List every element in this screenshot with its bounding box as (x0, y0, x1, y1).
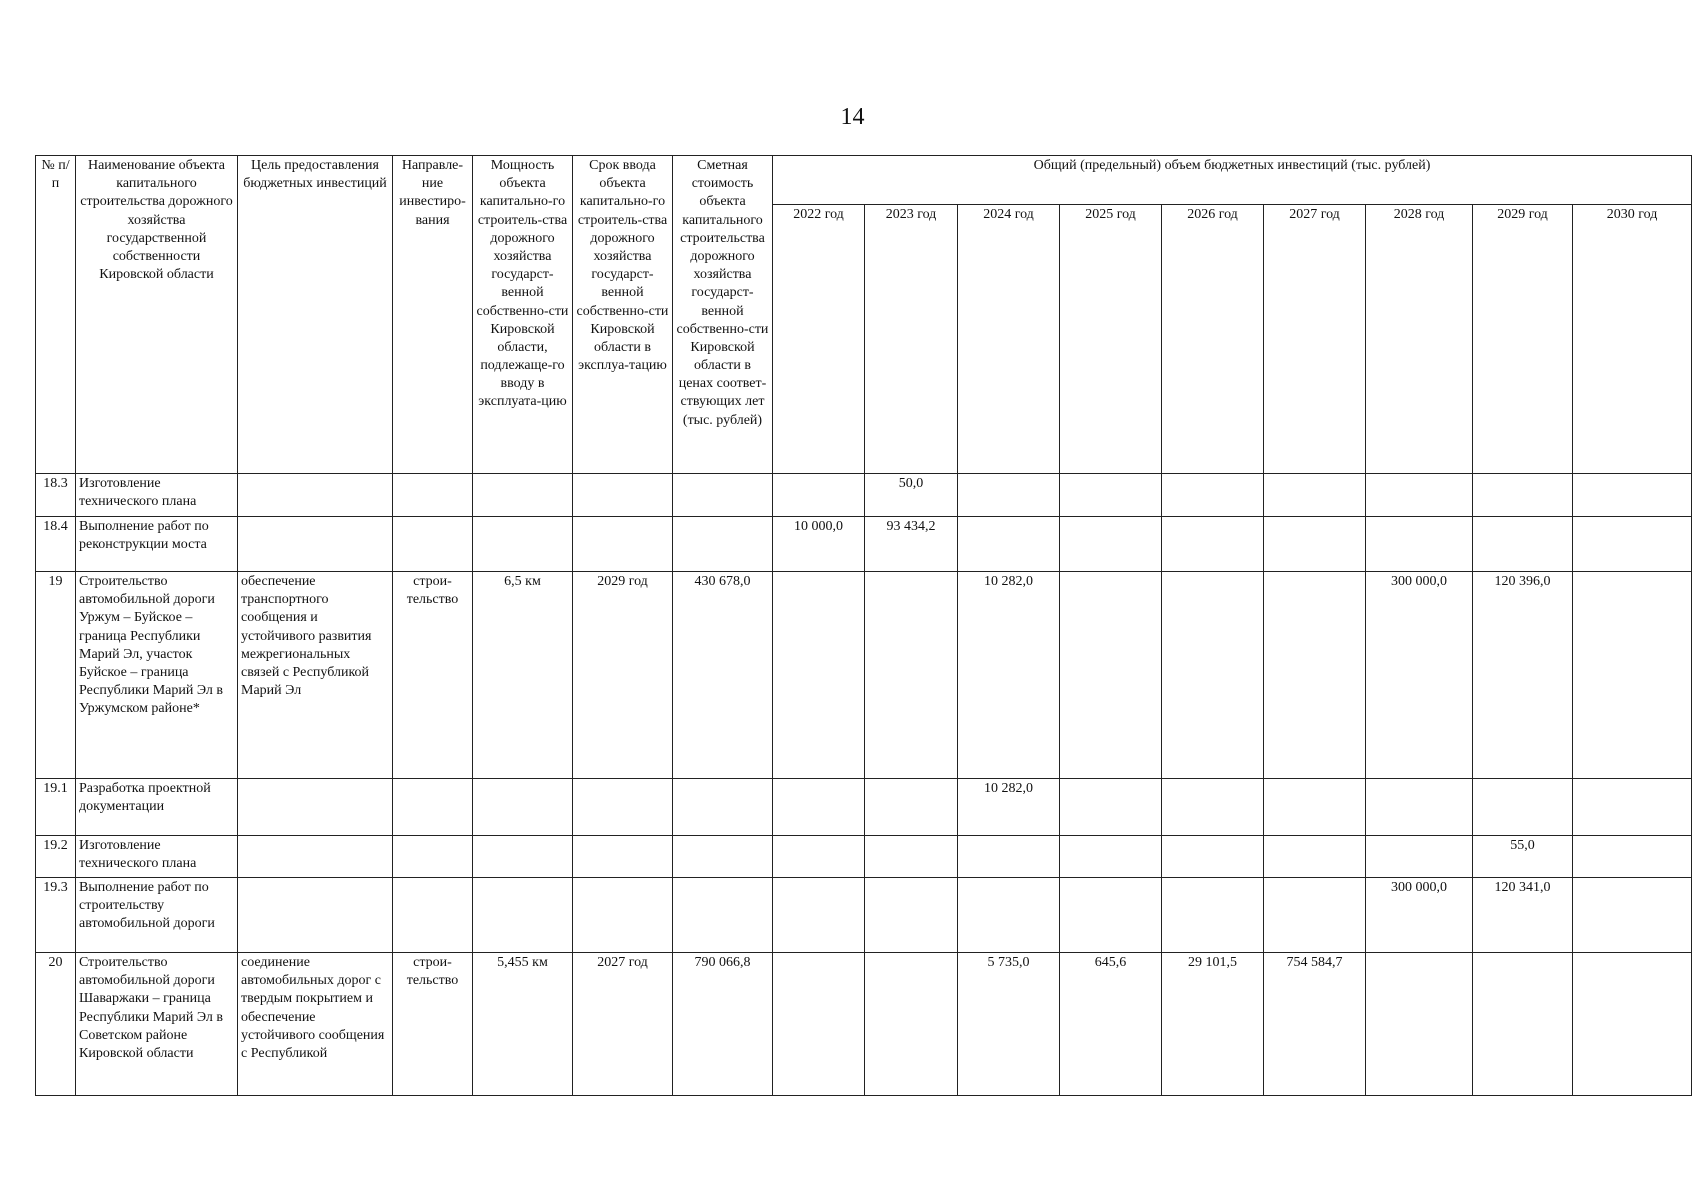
header-year-2027: 2027 год (1264, 205, 1366, 474)
header-year-2026: 2026 год (1162, 205, 1264, 474)
cell-2024 (958, 517, 1060, 572)
cell-2027 (1264, 878, 1366, 953)
cell-2028 (1366, 517, 1473, 572)
cell-2022: 10 000,0 (773, 517, 865, 572)
cell-2028 (1366, 779, 1473, 836)
row-num: 20 (36, 953, 76, 1096)
row-cost (673, 878, 773, 953)
cell-2025 (1060, 779, 1162, 836)
cell-2022 (773, 474, 865, 517)
header-year-2022: 2022 год (773, 205, 865, 474)
row-num: 19 (36, 572, 76, 779)
row-term (573, 836, 673, 878)
cell-2026 (1162, 878, 1264, 953)
cell-2030 (1573, 474, 1692, 517)
row-direction: строи-тельство (393, 953, 473, 1096)
row-term (573, 474, 673, 517)
row-num: 19.1 (36, 779, 76, 836)
row-term: 2029 год (573, 572, 673, 779)
cell-2022 (773, 836, 865, 878)
budget-investment-table (35, 155, 1692, 1096)
table-row (36, 953, 1692, 1096)
row-cost (673, 836, 773, 878)
row-goal (238, 517, 393, 572)
row-term: 2027 год (573, 953, 673, 1096)
cell-2028 (1366, 474, 1473, 517)
row-term (573, 878, 673, 953)
cell-2022 (773, 953, 865, 1096)
cell-2023 (865, 953, 958, 1096)
row-goal (238, 474, 393, 517)
cell-2026 (1162, 836, 1264, 878)
cell-2027: 754 584,7 (1264, 953, 1366, 1096)
cell-2027 (1264, 836, 1366, 878)
cell-2029: 120 341,0 (1473, 878, 1573, 953)
header-investment-goal: Цель предоставления бюджетных инвестиций (238, 156, 393, 474)
cell-2023: 50,0 (865, 474, 958, 517)
cell-2024 (958, 878, 1060, 953)
row-cost (673, 779, 773, 836)
row-goal: соединение автомобильных дорог с твердым покрытием и обеспечение устойчивого сообщения с Республикой (238, 953, 393, 1096)
row-capacity (473, 474, 573, 517)
header-estimated-cost: Сметная стоимость объекта капитального строительства дорожного хозяйства государст-венной собственно-сти Кировской области в ценах соответ-ствующих лет (тыс. рублей) (673, 156, 773, 474)
cell-2022 (773, 572, 865, 779)
row-object-name: Выполнение работ по реконструкции моста (76, 517, 238, 572)
row-direction: строи-тельство (393, 572, 473, 779)
cell-2029 (1473, 474, 1573, 517)
cell-2025 (1060, 474, 1162, 517)
row-term (573, 517, 673, 572)
row-capacity (473, 836, 573, 878)
cell-2024: 10 282,0 (958, 779, 1060, 836)
cell-2030 (1573, 836, 1692, 878)
cell-2024: 10 282,0 (958, 572, 1060, 779)
cell-2023: 93 434,2 (865, 517, 958, 572)
row-object-name: Строительство автомобильной дороги Шаваржаки – граница Республики Марий Эл в Советском районе Кировской области (76, 953, 238, 1096)
header-year-2030: 2030 год (1573, 205, 1692, 474)
row-term (573, 779, 673, 836)
row-direction (393, 878, 473, 953)
row-capacity: 6,5 км (473, 572, 573, 779)
row-direction (393, 517, 473, 572)
header-year-2025: 2025 год (1060, 205, 1162, 474)
cell-2029: 55,0 (1473, 836, 1573, 878)
cell-2030 (1573, 517, 1692, 572)
row-object-name: Строительство автомобильной дороги Уржум – Буйское – граница Республики Марий Эл, участок Буйское – граница Республики Марий Эл в Уржумском районе* (76, 572, 238, 779)
row-object-name: Изготовление технического плана (76, 836, 238, 878)
cell-2030 (1573, 953, 1692, 1096)
table-row (36, 779, 1692, 836)
row-object-name: Выполнение работ по строительству автомобильной дороги (76, 878, 238, 953)
cell-2022 (773, 878, 865, 953)
cell-2027 (1264, 572, 1366, 779)
cell-2029 (1473, 953, 1573, 1096)
cell-2023 (865, 836, 958, 878)
header-object-name: Наименование объекта капитального строительства дорожного хозяйства государственной собственности Кировской области (76, 156, 238, 474)
row-goal (238, 878, 393, 953)
cell-2022 (773, 779, 865, 836)
table-row (36, 878, 1692, 953)
row-num: 18.4 (36, 517, 76, 572)
row-cost: 790 066,8 (673, 953, 773, 1096)
header-investment-direction: Направле-ние инвестиро-вания (393, 156, 473, 474)
header-year-2024: 2024 год (958, 205, 1060, 474)
row-capacity (473, 779, 573, 836)
cell-2023 (865, 572, 958, 779)
cell-2026 (1162, 779, 1264, 836)
table-row (36, 836, 1692, 878)
cell-2029: 120 396,0 (1473, 572, 1573, 779)
cell-2024: 5 735,0 (958, 953, 1060, 1096)
table-row (36, 474, 1692, 517)
row-num: 19.2 (36, 836, 76, 878)
page-number: 14 (840, 104, 865, 130)
row-direction (393, 779, 473, 836)
table-row (36, 572, 1692, 779)
cell-2026: 29 101,5 (1162, 953, 1264, 1096)
cell-2025 (1060, 836, 1162, 878)
cell-2024 (958, 474, 1060, 517)
row-goal (238, 836, 393, 878)
cell-2028 (1366, 953, 1473, 1096)
cell-2025 (1060, 878, 1162, 953)
cell-2027 (1264, 474, 1366, 517)
row-num: 18.3 (36, 474, 76, 517)
row-object-name: Изготовление технического плана (76, 474, 238, 517)
cell-2029 (1473, 517, 1573, 572)
header-year-2029: 2029 год (1473, 205, 1573, 474)
cell-2026 (1162, 474, 1264, 517)
row-cost (673, 474, 773, 517)
header-commissioning-term: Срок ввода объекта капитально-го строитель-ства дорожного хозяйства государст-венной собственно-сти Кировской области в эксплуа-тацию (573, 156, 673, 474)
row-capacity (473, 517, 573, 572)
header-total-investment: Общий (предельный) объем бюджетных инвестиций (тыс. рублей) (773, 156, 1692, 205)
cell-2025 (1060, 572, 1162, 779)
cell-2029 (1473, 779, 1573, 836)
cell-2026 (1162, 572, 1264, 779)
row-object-name: Разработка проектной документации (76, 779, 238, 836)
table-row (36, 517, 1692, 572)
cell-2026 (1162, 517, 1264, 572)
cell-2028: 300 000,0 (1366, 878, 1473, 953)
row-goal: обеспечение транспортного сообщения и устойчивого развития межрегиональных связей с Республикой Марий Эл (238, 572, 393, 779)
cell-2030 (1573, 878, 1692, 953)
row-direction (393, 836, 473, 878)
row-direction (393, 474, 473, 517)
cell-2023 (865, 878, 958, 953)
header-year-2023: 2023 год (865, 205, 958, 474)
cell-2024 (958, 836, 1060, 878)
header-num: № п/п (36, 156, 76, 474)
cell-2028: 300 000,0 (1366, 572, 1473, 779)
cell-2025: 645,6 (1060, 953, 1162, 1096)
row-cost: 430 678,0 (673, 572, 773, 779)
row-cost (673, 517, 773, 572)
header-capacity: Мощность объекта капитально-го строитель-ства дорожного хозяйства государст-венной собственно-сти Кировской области, подлежаще-го вводу в эксплуата-цию (473, 156, 573, 474)
cell-2030 (1573, 779, 1692, 836)
cell-2030 (1573, 572, 1692, 779)
cell-2028 (1366, 836, 1473, 878)
row-capacity: 5,455 км (473, 953, 573, 1096)
header-year-2028: 2028 год (1366, 205, 1473, 474)
cell-2023 (865, 779, 958, 836)
row-num: 19.3 (36, 878, 76, 953)
cell-2025 (1060, 517, 1162, 572)
row-goal (238, 779, 393, 836)
cell-2027 (1264, 517, 1366, 572)
cell-2027 (1264, 779, 1366, 836)
row-capacity (473, 878, 573, 953)
